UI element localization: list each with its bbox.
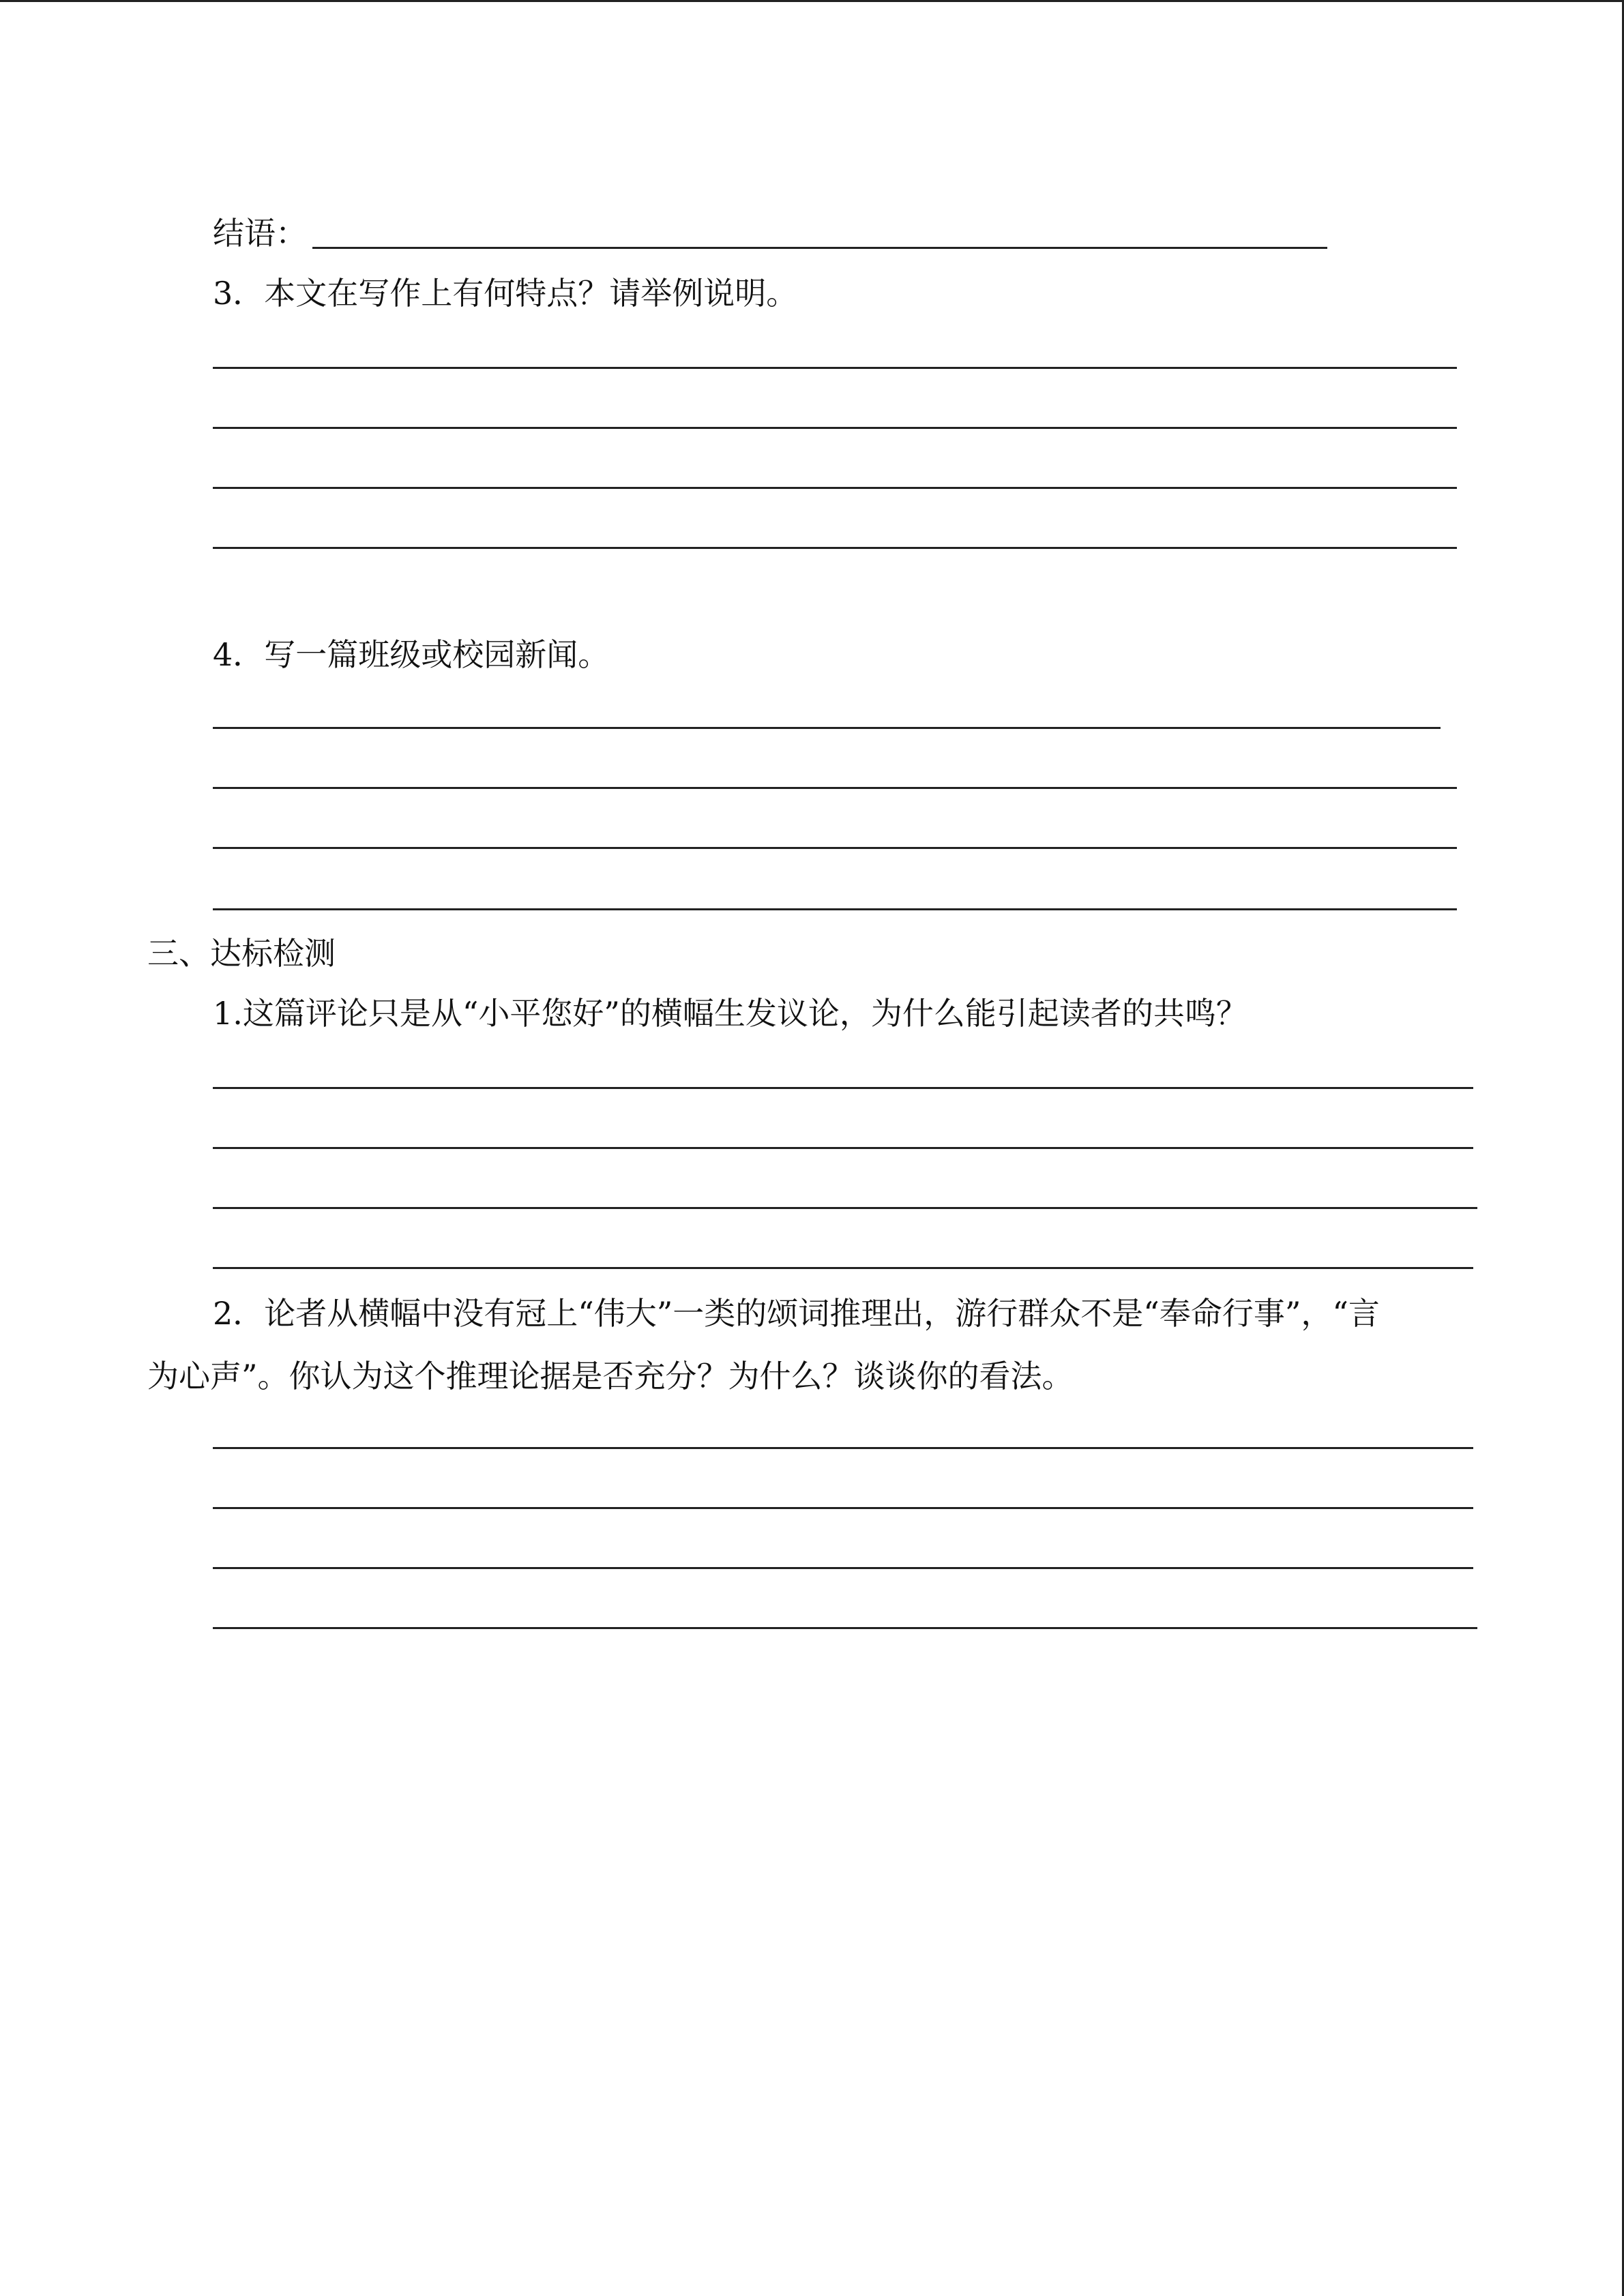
conclusion-answer-line[interactable] [312, 247, 1327, 249]
question-4: 4．写一篇班级或校园新闻。 [213, 636, 610, 673]
page-top-border [0, 0, 1624, 2]
answer-line[interactable] [213, 1087, 1473, 1089]
test-question-2-line-2: 为心声”。你认为这个推理论据是否充分？为什么？谈谈你的看法。 [147, 1358, 1074, 1395]
answer-line[interactable] [213, 787, 1457, 789]
test-question-1: 1.这篇评论只是从“小平您好”的横幅生发议论，为什么能引起读者的共鸣？ [213, 995, 1247, 1032]
answer-line[interactable] [213, 847, 1457, 849]
answer-line[interactable] [213, 547, 1457, 549]
answer-line[interactable] [213, 1447, 1473, 1449]
answer-line[interactable] [213, 1267, 1473, 1269]
answer-line[interactable] [213, 1207, 1477, 1209]
conclusion-label: 结语： [213, 215, 307, 252]
part-3-heading: 三、达标检测 [147, 935, 336, 972]
answer-line[interactable] [213, 1567, 1473, 1569]
question-3: 3．本文在写作上有何特点？请举例说明。 [213, 275, 798, 312]
answer-line[interactable] [213, 427, 1457, 429]
answer-line[interactable] [213, 1627, 1477, 1629]
answer-line[interactable] [213, 727, 1441, 729]
answer-line[interactable] [213, 908, 1457, 910]
answer-line[interactable] [213, 1507, 1473, 1509]
answer-line[interactable] [213, 1147, 1473, 1149]
test-question-2-line-1: 2．论者从横幅中没有冠上“伟大”一类的颂词推理出，游行群众不是“奉命行事”，“言 [213, 1295, 1380, 1332]
answer-line[interactable] [213, 367, 1457, 369]
answer-line[interactable] [213, 487, 1457, 489]
